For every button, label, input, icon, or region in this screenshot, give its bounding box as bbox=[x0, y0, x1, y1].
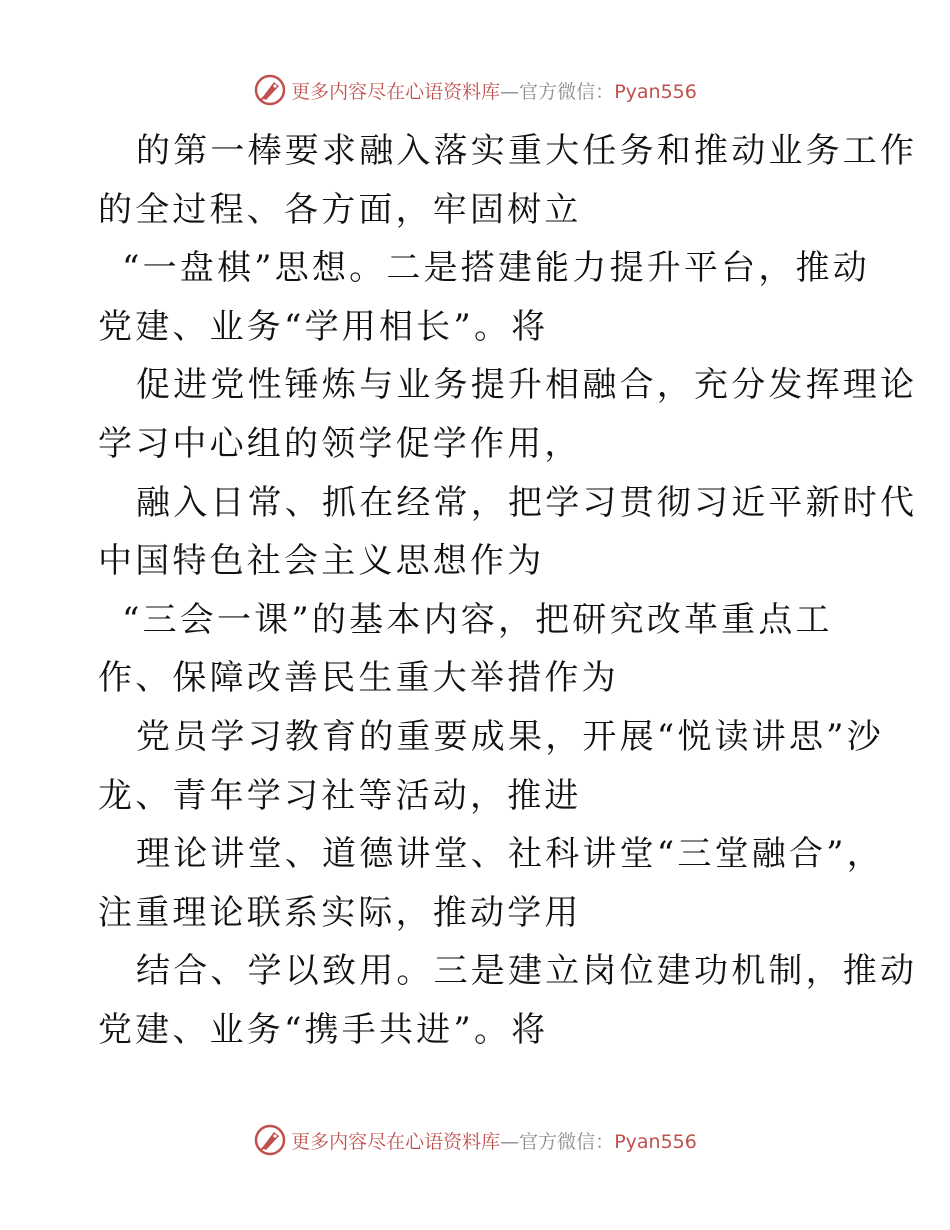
body-line: 的全过程、各方面，牢固树立 bbox=[98, 189, 582, 230]
body-line: 融入日常、抓在经常，把学习贯彻习近平新时代 bbox=[136, 482, 918, 523]
body-line: 注重理论联系实际，推动学用 bbox=[98, 892, 582, 933]
document-body bbox=[98, 122, 918, 1060]
header-watermark-banner bbox=[0, 70, 950, 110]
body-line: 龙、青年学习社等活动，推进 bbox=[98, 775, 582, 816]
banner-id-text: Pyan556 bbox=[614, 1130, 697, 1153]
banner-main-text: 更多内容尽在心语资料库 bbox=[291, 1130, 501, 1153]
banner-id-text: Pyan556 bbox=[614, 80, 697, 103]
pen-nib-logo-icon bbox=[253, 1123, 287, 1157]
body-line: 的第一棒要求融入落实重大任务和推动业务工作 bbox=[136, 131, 918, 171]
body-line: 中国特色社会主义思想作为 bbox=[98, 541, 545, 582]
footer-watermark-banner bbox=[0, 1120, 950, 1160]
body-line: 党建、业务“学用相长”。将 bbox=[98, 306, 549, 347]
body-line: 促进党性锤炼与业务提升相融合，充分发挥理论 bbox=[136, 365, 918, 406]
body-line: 理论讲堂、道德讲堂、社科讲堂“三堂融合”， bbox=[136, 834, 884, 875]
banner-text bbox=[291, 77, 697, 104]
body-line: “三会一课”的基本内容，把研究改革重点工 bbox=[122, 599, 833, 640]
pen-nib-logo-icon bbox=[253, 73, 287, 107]
banner-main-text: 更多内容尽在心语资料库 bbox=[291, 80, 501, 103]
body-line: 党员学习教育的重要成果，开展“悦读讲思”沙 bbox=[136, 716, 884, 757]
body-line: 党建、业务“携手共进”。将 bbox=[98, 1009, 549, 1050]
body-line: 学习中心组的领学促学作用， bbox=[98, 423, 582, 464]
banner-dash-text: —官方微信： bbox=[500, 80, 615, 103]
banner-dash-text: —官方微信： bbox=[500, 1130, 615, 1153]
banner-text bbox=[291, 1127, 697, 1154]
body-line: 作、保障改善民生重大举措作为 bbox=[98, 658, 619, 699]
body-line: 结合、学以致用。三是建立岗位建功机制，推动 bbox=[136, 951, 918, 992]
body-line: “一盘棋”思想。二是搭建能力提升平台，推动 bbox=[122, 248, 870, 289]
